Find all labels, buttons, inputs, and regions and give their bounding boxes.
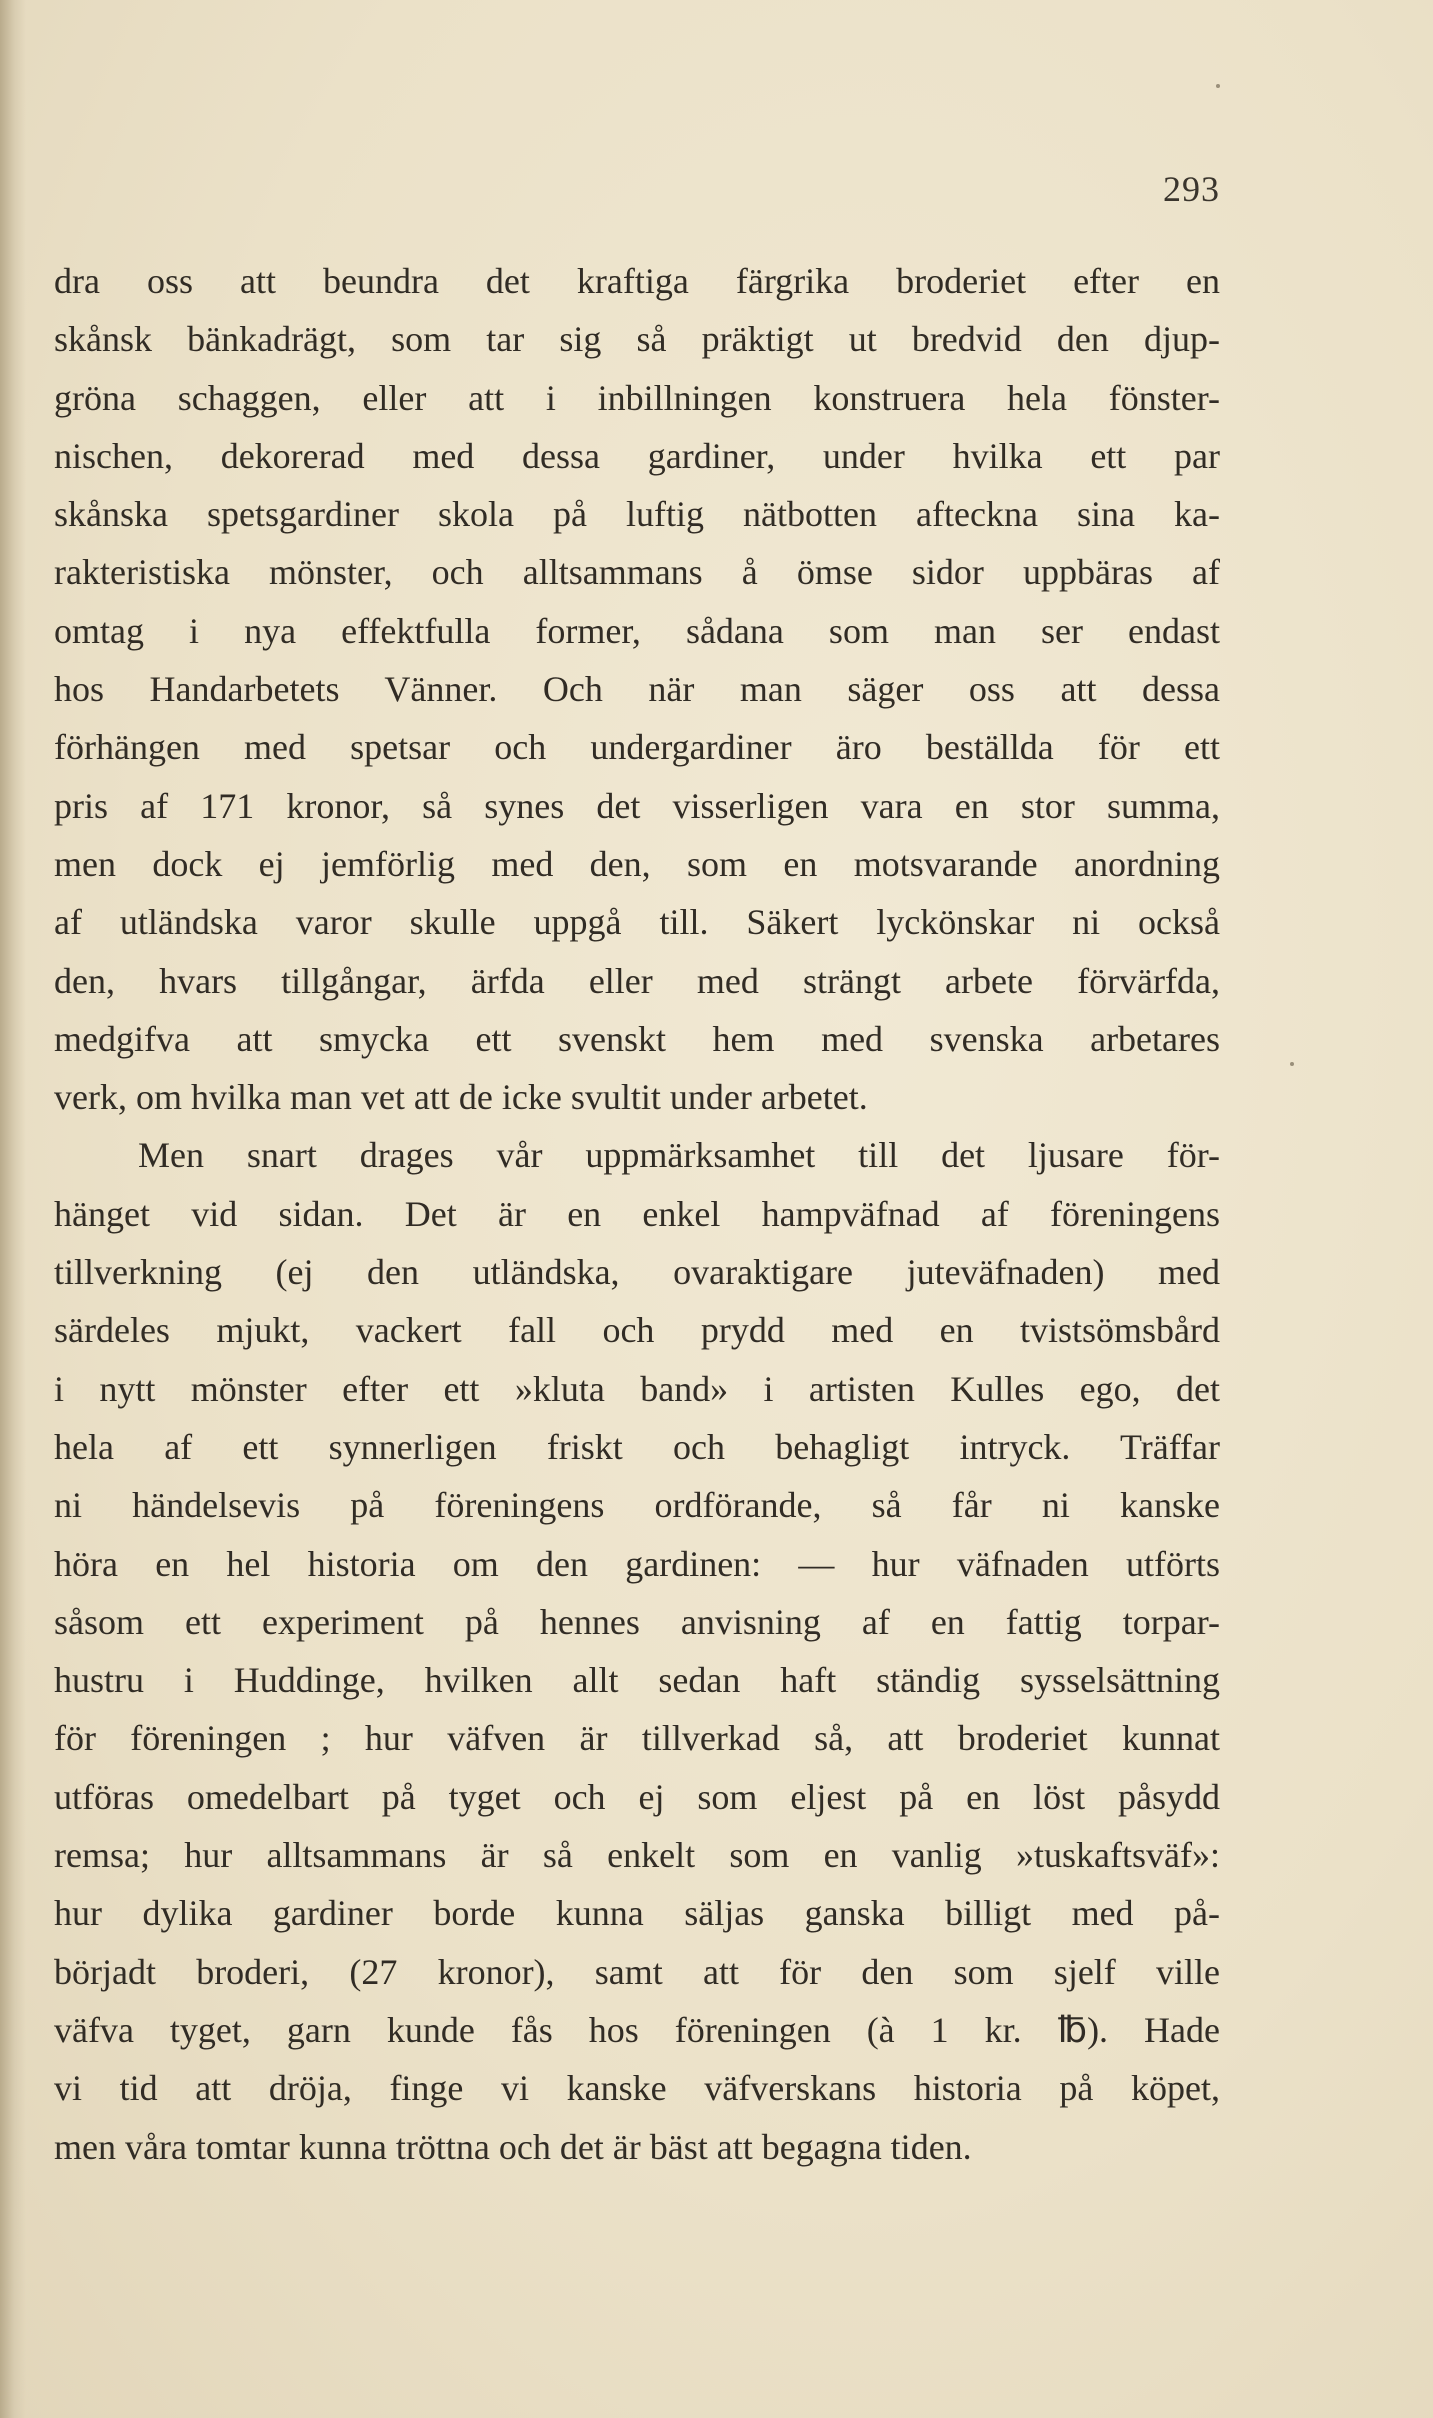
text-line: den, hvars tillgångar, ärfda eller med strängt arbete förvärfda, [54, 960, 1220, 1001]
text-line: Men snart drages vår uppmärksamhet till det ljusare för- [138, 1135, 1220, 1176]
paragraph [54, 252, 1220, 1126]
text-line: utföras omedelbart på tyget och ej som eljest på en löst påsydd [54, 1776, 1220, 1817]
text-line: omtag i nya effektfulla former, sådana som man ser endast [54, 610, 1220, 651]
text-line: skånsk bänkadrägt, som tar sig så präktigt ut bredvid den djup- [54, 319, 1220, 360]
text-line: såsom ett experiment på hennes anvisning af en fattig torpar- [54, 1601, 1220, 1642]
text-line: börjadt broderi, (27 kronor), samt att för den som sjelf ville [54, 1951, 1220, 1992]
text-line: men våra tomtar kunna tröttna och det är bäst att begagna tiden. [54, 2126, 972, 2167]
text-line: af utländska varor skulle uppgå till. Säkert lyckönskar ni också [54, 902, 1220, 943]
text-line: hos Handarbetets Vänner. Och när man säger oss att dessa [54, 669, 1220, 710]
text-line: tillverkning (ej den utländska, ovaraktigare juteväfnaden) med [54, 1252, 1220, 1293]
text-line: pris af 171 kronor, så synes det visserligen vara en stor summa, [54, 785, 1220, 826]
text-line: väfva tyget, garn kunde fås hos föreningen (à 1 kr. ℔). Hade [54, 2009, 1220, 2050]
text-line: hänget vid sidan. Det är en enkel hampväfnad af föreningens [54, 1193, 1220, 1234]
paragraph [54, 1126, 1220, 2175]
book-spine-shadow [0, 0, 26, 2418]
text-line: gröna schaggen, eller att i inbillningen konstruera hela fönster- [54, 377, 1220, 418]
text-line: hustru i Huddinge, hvilken allt sedan haft ständig sysselsättning [54, 1660, 1220, 1701]
text-line: remsa; hur alltsammans är så enkelt som en vanlig »tuskaftsväf»: [54, 1835, 1220, 1876]
text-line: höra en hel historia om den gardinen: — hur väfnaden utförts [54, 1543, 1220, 1584]
text-line: rakteristiska mönster, och alltsammans å ömse sidor uppbäras af [54, 552, 1220, 593]
text-line: vi tid att dröja, finge vi kanske väfverskans historia på köpet, [54, 2068, 1220, 2109]
text-line: ni händelsevis på föreningens ordförande, så får ni kanske [54, 1485, 1220, 1526]
text-line: i nytt mönster efter ett »kluta band» i artisten Kulles ego, det [54, 1368, 1220, 1409]
text-line: verk, om hvilka man vet att de icke svultit under arbetet. [54, 1077, 868, 1118]
text-line: nischen, dekorerad med dessa gardiner, under hvilka ett par [54, 435, 1220, 476]
text-line: dra oss att beundra det kraftiga färgrika broderiet efter en [54, 261, 1220, 301]
text-line: hela af ett synnerligen friskt och behagligt intryck. Träffar [54, 1426, 1220, 1467]
paper-speck [1290, 1062, 1294, 1066]
text-line: förhängen med spetsar och undergardiner äro beställda för ett [54, 727, 1220, 768]
paper-speck [1216, 84, 1220, 88]
text-line: skånska spetsgardiner skola på luftig nätbotten afteckna sina ka- [54, 494, 1220, 535]
text-line: men dock ej jemförlig med den, som en motsvarande anordning [54, 843, 1220, 884]
text-line: hur dylika gardiner borde kunna säljas ganska billigt med på- [54, 1893, 1220, 1934]
page-number: 293 [1163, 169, 1220, 209]
text-line: medgifva att smycka ett svenskt hem med svenska arbetares [54, 1018, 1220, 1059]
body-text [54, 252, 1220, 2176]
text-line: särdeles mjukt, vackert fall och prydd med en tvistsömsbård [54, 1310, 1220, 1351]
text-line: för föreningen ; hur väfven är tillverkad så, att broderiet kunnat [54, 1718, 1220, 1759]
